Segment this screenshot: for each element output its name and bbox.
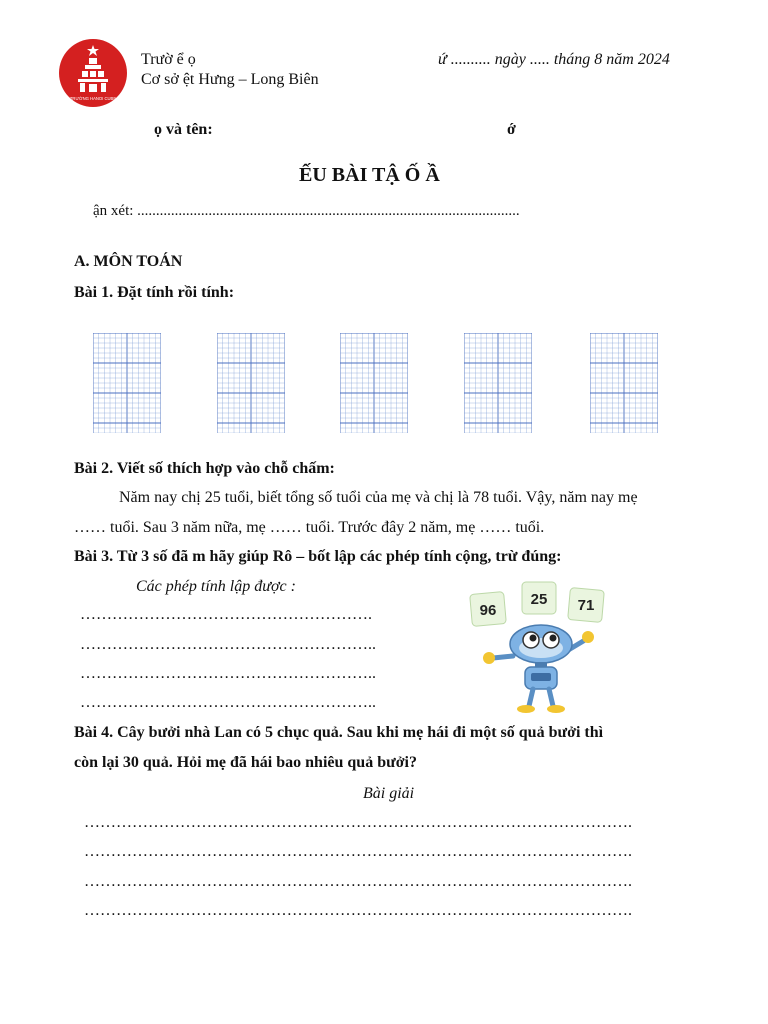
campus-name: Cơ sở ệt Hưng – Long Biên xyxy=(141,71,319,88)
answer-line: ……………………………………………….. xyxy=(80,636,376,653)
bai1-heading: Bài 1. Đặt tính rồi tính: xyxy=(74,284,235,301)
bai2-text-line1: Năm nay chị 25 tuổi, biết tổng số tuổi của mẹ và chị là 78 tuổi. Vậy, năm nay mẹ xyxy=(119,489,638,506)
answer-line: ……………………………………………….. xyxy=(80,665,376,682)
work-grid-2 xyxy=(217,333,285,433)
work-grid-5 xyxy=(590,333,658,433)
remark-line: ận xét: ...................................................................................................... xyxy=(93,203,520,219)
work-grid-3 xyxy=(340,333,408,433)
card-number: 71 xyxy=(577,597,595,614)
solution-line: …………………………………………………………………………………………. xyxy=(84,843,632,860)
bai3-subtitle: Các phép tính lập được : xyxy=(136,578,296,595)
bai2-text-line2: …… tuổi. Sau 3 năm nữa, mẹ …… tuổi. Trước đây 2 năm, mẹ …… tuổi. xyxy=(74,519,545,536)
card-number: 25 xyxy=(530,591,548,608)
bai2-heading: Bài 2. Viết số thích hợp vào chỗ chấm: xyxy=(74,460,335,477)
work-grid-1 xyxy=(93,333,161,433)
bai4-heading: Bài 4. Cây bưởi nhà Lan có 5 chục quả. Sau khi mẹ hái đi một số quả bưởi thì xyxy=(74,724,604,741)
work-grid-4 xyxy=(464,333,532,433)
bai4-question: còn lại 30 quả. Hỏi mẹ đã hái bao nhiêu quả bưởi? xyxy=(74,754,417,771)
solution-line: …………………………………………………………………………………………. xyxy=(84,873,632,890)
logo-caption: TRƯỜNG HANOI CUBE xyxy=(69,96,117,101)
solution-label: Bài giải xyxy=(363,785,415,802)
school-name: Trườ ể ọ xyxy=(141,51,196,68)
school-logo xyxy=(58,38,128,108)
answer-line: ………………………………………………. xyxy=(80,606,372,623)
answer-line: ……………………………………………….. xyxy=(80,694,376,711)
student-name-label: ọ và tên: xyxy=(154,121,213,138)
solution-line: …………………………………………………………………………………………. xyxy=(84,902,632,919)
date-line: ứ .......... ngày ..... tháng 8 năm 2024 xyxy=(438,51,670,68)
robot-illustration xyxy=(465,578,625,716)
solution-line: …………………………………………………………………………………………. xyxy=(84,814,632,831)
card-number: 96 xyxy=(479,602,497,619)
bai3-heading: Bài 3. Từ 3 số đã m hãy giúp Rô – bốt lập các phép tính cộng, trừ đúng: xyxy=(74,548,562,565)
section-a-heading: A. MÔN TOÁN xyxy=(74,253,183,270)
class-label: ớ xyxy=(507,121,516,138)
page-title: ẾU BÀI TẬ Ố Ầ xyxy=(299,164,440,186)
